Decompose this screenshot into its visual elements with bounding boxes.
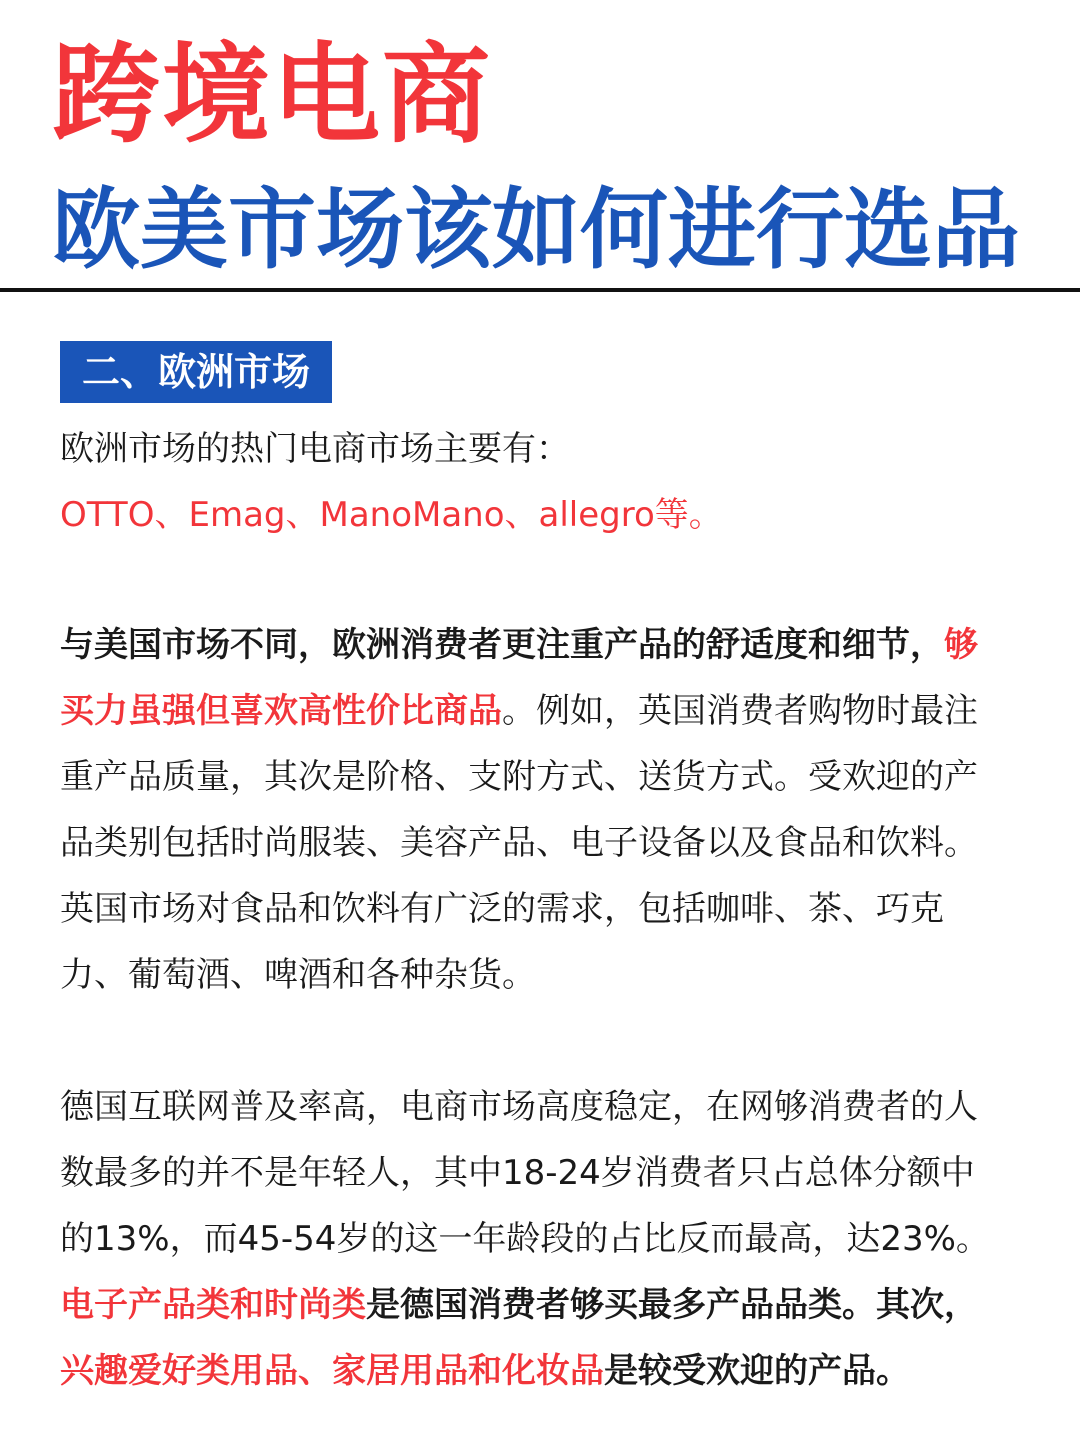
platforms-list: OTTO、Emag、ManoMano、allegro等。 xyxy=(60,495,723,535)
paragraph-text: 力、葡萄酒、啤酒和各种杂货。 xyxy=(60,955,536,995)
platforms-intro: 欧洲市场的热门电商市场主要有： xyxy=(60,429,570,469)
highlight-value-for-money: 买力虽强但喜欢高性价比商品 xyxy=(60,691,502,731)
page-subtitle: 欧美市场该如何进行选品 xyxy=(52,178,1021,281)
paragraph-text: 品类别包括时尚服装、美容产品、电子设备以及食品和饮料。 xyxy=(60,823,978,863)
paragraph-consumer-preferences xyxy=(60,612,1030,1008)
paragraph-text: 数最多的并不是年轻人，其中18-24岁消费者只占总体分额中 xyxy=(60,1153,975,1193)
section-badge-europe: 二、欧洲市场 xyxy=(60,341,332,403)
paragraph-platforms xyxy=(60,416,1030,548)
paragraph-text-bold: 是较受欢迎的产品。 xyxy=(604,1351,910,1391)
highlight-electronics-fashion: 电子产品类和时尚类 xyxy=(60,1285,366,1325)
paragraph-text-bold: 是德国消费者够买最多产品品类。其次， xyxy=(366,1285,978,1325)
paragraph-text: 的13%，而45-54岁的这一年龄段的占比反而最高，达23%。 xyxy=(60,1219,990,1259)
paragraph-text: 。例如，英国消费者购物时最注 xyxy=(502,691,978,731)
highlight-hobby-home-cosmetics: 兴趣爱好类用品、家居用品和化妆品 xyxy=(60,1351,604,1391)
title-divider xyxy=(0,288,1080,292)
paragraph-text: 英国市场对食品和饮料有广泛的需求，包括咖啡、茶、巧克 xyxy=(60,889,944,929)
paragraph-text: 德国互联网普及率高，电商市场高度稳定，在网够消费者的人 xyxy=(60,1087,978,1127)
paragraph-text: 重产品质量，其次是阶格、支附方式、送货方式。受欢迎的产 xyxy=(60,757,978,797)
paragraph-lead: 与美国市场不同，欧洲消费者更注重产品的舒适度和细节， xyxy=(60,625,944,665)
paragraph-germany xyxy=(60,1074,1030,1404)
page-title: 跨境电商 xyxy=(52,33,493,158)
highlight-start: 够 xyxy=(944,625,978,665)
